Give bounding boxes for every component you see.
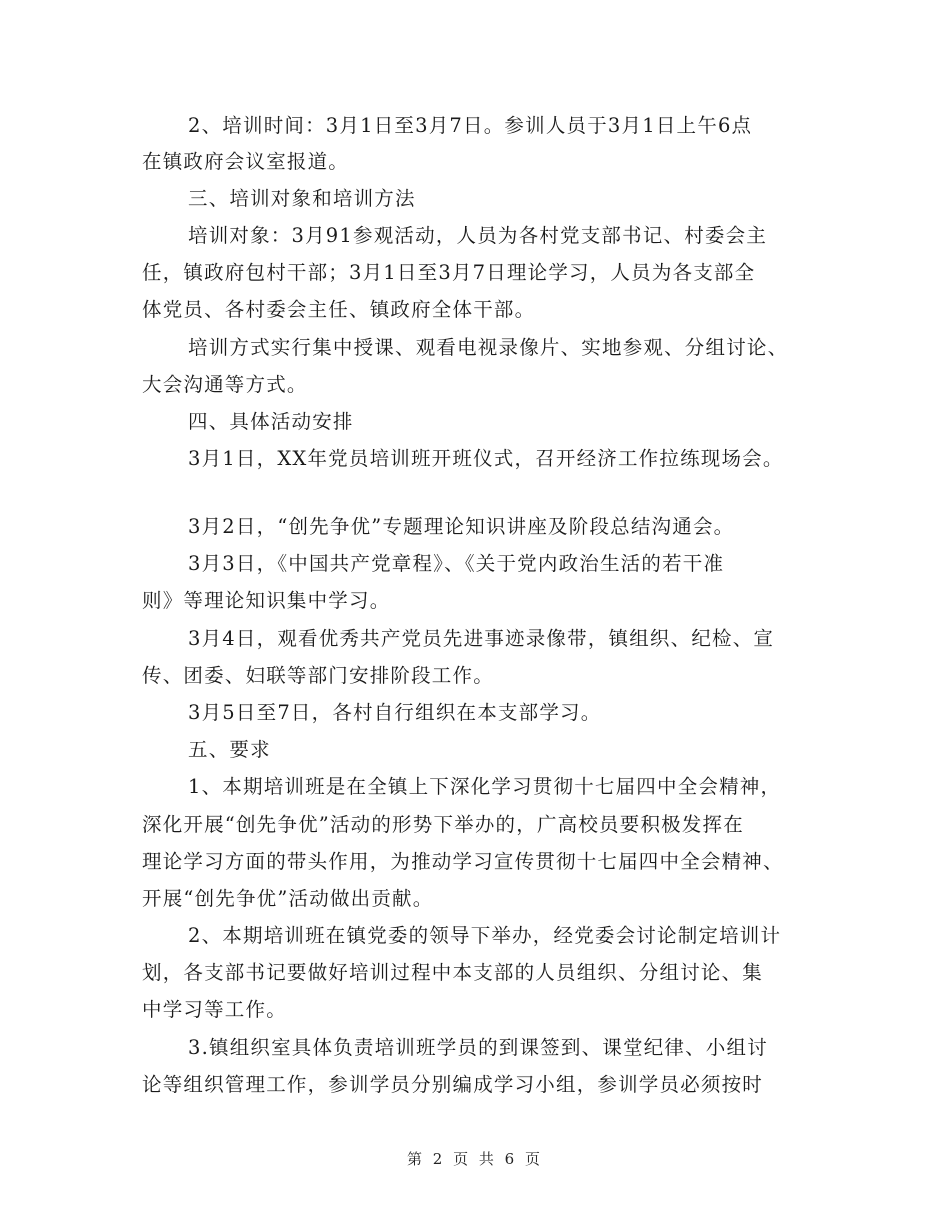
section-heading: 三、培训对象和培训方法 — [188, 187, 416, 210]
text-line: 3月3日，《中国共产党章程》、《关于党内政治生活的若干准 — [188, 552, 725, 575]
text-line: 任，镇政府包村干部；3月1日至3月7日理论学习，人员为各支部全 — [142, 261, 756, 284]
text-line: 3月5日至7日，各村自行组织在本支部学习。 — [188, 701, 602, 724]
page-number-footer: 第 2 页 共 6 页 — [407, 1150, 543, 1168]
text-line: 2、培训时间：3月1日至3月7日。参训人员于3月1日上午6点 — [188, 114, 753, 137]
text-line: 大会沟通等方式。 — [142, 373, 308, 396]
text-line: 在镇政府会议室报道。 — [142, 150, 350, 173]
text-line: 深化开展“创先争优”活动的形势下举办的，广高校员要积极发挥在 — [142, 813, 744, 836]
text-line: 3月4日，观看优秀共产党员先进事迹录像带，镇组织、纪检、宣 — [188, 627, 775, 650]
text-line: 论等组织管理工作，参训学员分别编成学习小组，参训学员必须按时 — [142, 1073, 764, 1096]
text-line: 传、团委、妇联等部门安排阶段工作。 — [142, 664, 494, 687]
text-line: 开展“创先争优”活动做出贡献。 — [142, 887, 434, 910]
text-line: 3月2日，“创先争优”专题理论知识讲座及阶段总结沟通会。 — [188, 515, 735, 538]
text-line: 划，各支部书记要做好培训过程中本支部的人员组织、分组讨论、集 — [142, 961, 764, 984]
text-line: 1、本期培训班是在全镇上下深化学习贯彻十七届四中全会精神， — [188, 775, 782, 798]
text-line: 3月1日，XX年党员培训班开班仪式，召开经济工作拉练现场会。 — [188, 447, 784, 470]
text-line: 体党员、各村委会主任、镇政府全体干部。 — [142, 298, 536, 321]
text-line: 中学习等工作。 — [142, 998, 287, 1021]
text-line: 培训对象：3月91参观活动，人员为各村党支部书记、村委会主 — [188, 224, 768, 247]
text-line: 培训方式实行集中授课、观看电视录像片、实地参观、分组讨论、 — [188, 336, 789, 359]
text-line: 则》等理论知识集中学习。 — [142, 589, 391, 612]
text-line: 3.镇组织室具体负责培训班学员的到课签到、课堂纪律、小组讨 — [188, 1036, 768, 1059]
section-heading: 五、要求 — [188, 738, 271, 761]
text-line: 2、本期培训班在镇党委的领导下举办，经党委会讨论制定培训计 — [188, 924, 782, 947]
section-heading: 四、具体活动安排 — [188, 410, 354, 433]
text-line: 理论学习方面的带头作用，为推动学习宣传贯彻十七届四中全会精神、 — [142, 850, 784, 873]
